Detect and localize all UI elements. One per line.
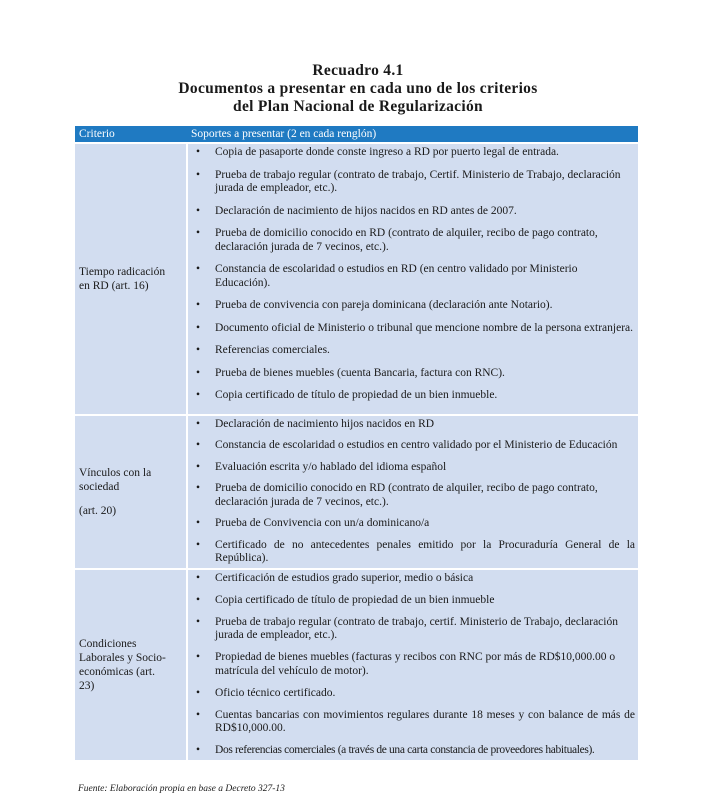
- header-soportes: Soportes a presentar (2 en cada renglón): [187, 126, 638, 143]
- criterion-label-line: sociedad: [79, 480, 120, 493]
- list-item: • Copia de pasaporte donde conste ingreso a RD por puerto legal de entrada.: [188, 146, 635, 160]
- list-item: • Prueba de domicilio conocido en RD (contrato de alquiler, recibo de pago contrato, declaración jurada de 7 vecinos, etc.).: [188, 482, 635, 509]
- list-item: • Prueba de bienes muebles (cuenta Bancaria, factura con RNC).: [188, 367, 635, 381]
- criterion-label-line: 23): [79, 679, 95, 692]
- criterion-cell: [75, 143, 187, 415]
- table-row-vinculos-sociedad: [75, 415, 638, 569]
- supports-list: [188, 146, 635, 403]
- supports-list: [188, 418, 635, 566]
- box-number: Recuadro 4.1: [312, 62, 404, 79]
- list-item: • Certificado de no antecedentes penales emitido por la Procuraduría General de la República).: [188, 539, 635, 566]
- list-item: • Documento oficial de Ministerio o tribunal que mencione nombre de la persona extranjera.: [188, 322, 635, 336]
- criterion-label-line: económicas (art.: [79, 665, 155, 678]
- list-item: • Declaración de nacimiento de hijos nacidos en RD antes de 2007.: [188, 205, 635, 219]
- source-note: Fuente: Elaboración propia en base a Decreto 327-13: [78, 784, 285, 794]
- criterion-label-line: Condiciones: [79, 637, 137, 650]
- list-item: • Prueba de trabajo regular (contrato de trabajo, Certif. Ministerio de Trabajo, declaración jurada de empleador, etc.).: [188, 169, 635, 196]
- criterion-label-line: en RD (art. 16): [79, 279, 149, 292]
- criterion-cell: [75, 569, 187, 760]
- supports-cell: [187, 415, 638, 569]
- list-item: • Propiedad de bienes muebles (facturas y recibos con RNC por más de RD$10,000.00 o matrícula del vehículo de motor).: [188, 651, 635, 678]
- list-item: • Copia certificado de título de propiedad de un bien inmueble: [188, 594, 635, 608]
- table-row-condiciones-laborales: [75, 569, 638, 760]
- list-item: • Constancia de escolaridad o estudios en RD (en centro validado por Ministerio Educación).: [188, 263, 635, 290]
- box-title: [0, 62, 716, 116]
- list-item: • Prueba de trabajo regular (contrato de trabajo, certif. Ministerio de Trabajo, declaración jurada de empleador, etc.).: [188, 616, 635, 643]
- list-item: • Cuentas bancarias con movimientos regulares durante 18 meses y con balance de más de RD$10,000.00.: [188, 709, 635, 736]
- table-header-row: [75, 126, 638, 143]
- list-item: • Evaluación escrita y/o hablado del idioma español: [188, 461, 635, 475]
- criterion-label-line: Vínculos con la: [79, 466, 152, 479]
- supports-cell: [187, 143, 638, 415]
- list-item: • Constancia de escolaridad o estudios en centro validado por el Ministerio de Educación: [188, 439, 635, 453]
- criterion-article: (art. 20): [79, 504, 117, 517]
- list-item: • Prueba de domicilio conocido en RD (contrato de alquiler, recibo de pago contrato, declaración jurada de 7 vecinos, etc.).: [188, 227, 635, 254]
- list-item: • Prueba de Convivencia con un/a dominicano/a: [188, 517, 635, 531]
- list-item: • Certificación de estudios grado superior, medio o básica: [188, 572, 635, 586]
- list-item: • Copia certificado de título de propiedad de un bien inmueble.: [188, 389, 635, 403]
- header-criterio: Criterio: [75, 126, 187, 143]
- list-item: • Oficio técnico certificado.: [188, 687, 635, 701]
- list-item: • Declaración de nacimiento hijos nacidos en RD: [188, 418, 635, 432]
- criteria-table: [75, 126, 638, 760]
- box-title-line-1: Documentos a presentar en cada uno de los criterios: [178, 80, 538, 97]
- box-title-line-2: del Plan Nacional de Regularización: [233, 98, 483, 115]
- supports-list: [188, 572, 635, 758]
- list-item: • Prueba de convivencia con pareja dominicana (declaración ante Notario).: [188, 299, 635, 313]
- criterion-label-line: Tiempo radicación: [79, 265, 166, 278]
- criterion-label-line: Laborales y Socio-: [79, 651, 166, 664]
- criterion-cell: [75, 415, 187, 569]
- list-item: • Referencias comerciales.: [188, 344, 635, 358]
- supports-cell: [187, 569, 638, 760]
- list-item: • Dos referencias comerciales (a través de una carta constancia de proveedores habituales).: [188, 744, 635, 758]
- table-row-tiempo-radicacion: [75, 143, 638, 415]
